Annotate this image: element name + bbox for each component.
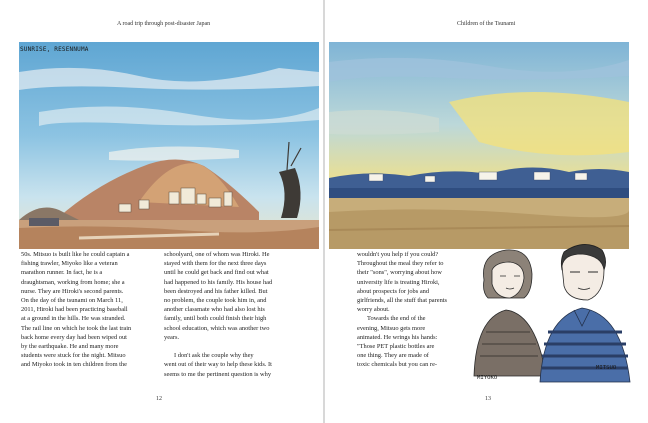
text-line: another classmate who had also lost his bbox=[164, 306, 265, 314]
text-line: On the day of the tsunami on March 11, bbox=[21, 297, 123, 305]
text-line: by the earthquake. He and many more bbox=[21, 343, 119, 351]
text-line: toxic chemicals but you can re- bbox=[357, 361, 438, 369]
text-line: 2011, Hiroki had been practicing baseball bbox=[21, 306, 128, 314]
text-line: university life is treating Hiroki, bbox=[357, 278, 440, 286]
miyoko-figure bbox=[474, 250, 546, 376]
text-line: nurse. They are Hiroki's second parents. bbox=[21, 287, 124, 295]
text-line: back home every day had been wiped out bbox=[21, 333, 127, 341]
text-line: no problem, the couple took him in, and bbox=[164, 297, 267, 305]
left-column-2 bbox=[164, 250, 306, 379]
text-line: family, until both could finish their high bbox=[164, 315, 267, 323]
text-line: animated. He wrings his hands: bbox=[357, 333, 438, 341]
text-line: been destroyed and his father killed. But bbox=[164, 287, 268, 295]
text-line: and Miyoko took in ten children from the bbox=[21, 361, 127, 369]
text-line: fishing trawler, Miyoko like a veteran bbox=[21, 260, 118, 268]
text-line: school education, which was another two bbox=[164, 324, 270, 332]
text-line: years. bbox=[164, 333, 180, 341]
text-line: 50s. Mitsuo is built like he could captain a bbox=[21, 251, 130, 258]
running-head-left: A road trip through post-disaster Japan bbox=[117, 21, 211, 27]
left-col2-para2 bbox=[164, 351, 306, 379]
text-line: draughtsman, working from home; she a bbox=[21, 278, 125, 286]
text-line: had happened to his family. His house had bbox=[164, 278, 273, 286]
left-page bbox=[0, 0, 323, 423]
right-page bbox=[325, 0, 648, 423]
text-line: The rail line on which he took the last train bbox=[21, 324, 132, 332]
text-line: Throughout the meal they refer to bbox=[357, 260, 444, 268]
left-col1-text bbox=[21, 250, 157, 370]
text-line: one thing. They are made of bbox=[357, 352, 429, 360]
text-line: until he could get back and find out what bbox=[164, 269, 269, 277]
painting-caption: SUNRISE, RESENNUMA bbox=[20, 46, 89, 53]
text-line: girlfriends, all the stuff that parents bbox=[357, 297, 448, 305]
text-line: "Those PET plastic bottles are bbox=[357, 343, 435, 351]
label-miyoko: MIYOKO bbox=[477, 375, 498, 381]
folio-right: 13 bbox=[485, 396, 491, 402]
portrait-sketch bbox=[466, 236, 633, 384]
left-column-1 bbox=[21, 250, 157, 370]
text-line: worry about. bbox=[357, 306, 390, 314]
text-line: seems to me the pertinent question is why bbox=[164, 370, 272, 378]
text-line: about prospects for jobs and bbox=[357, 287, 430, 295]
right-col-para2 bbox=[357, 314, 477, 369]
left-col2-para1 bbox=[164, 250, 306, 342]
text-line: evening, Mitsuo gets more bbox=[357, 324, 426, 332]
right-column bbox=[357, 250, 477, 370]
text-line: wouldn't you help if you could? bbox=[357, 251, 439, 258]
text-line: schoolyard, one of whom was Hiroki. He bbox=[164, 251, 270, 258]
text-line: marathon runner. In fact, he is a bbox=[21, 269, 103, 277]
text-line: went out of their way to help these kids. It bbox=[164, 361, 272, 369]
text-line: students were stuck for the night. Mitsuo bbox=[21, 352, 126, 360]
text-line: their "sons", worrying about how bbox=[357, 269, 442, 277]
text-line: at a ground in the hills. He was stranded. bbox=[21, 315, 126, 323]
right-col-para1 bbox=[357, 250, 477, 314]
sunrise-painting bbox=[19, 42, 319, 249]
harbour-painting bbox=[329, 42, 629, 249]
mitsuo-figure bbox=[540, 244, 630, 382]
text-line: I don't ask the couple why they bbox=[174, 352, 254, 360]
text-line: Towards the end of the bbox=[367, 315, 426, 323]
running-head-right: Children of the Tsunami bbox=[457, 21, 516, 27]
label-mitsuo: MITSUO bbox=[596, 365, 617, 371]
folio-left: 12 bbox=[156, 396, 162, 402]
text-line: stayed with them for the next three days bbox=[164, 260, 267, 268]
